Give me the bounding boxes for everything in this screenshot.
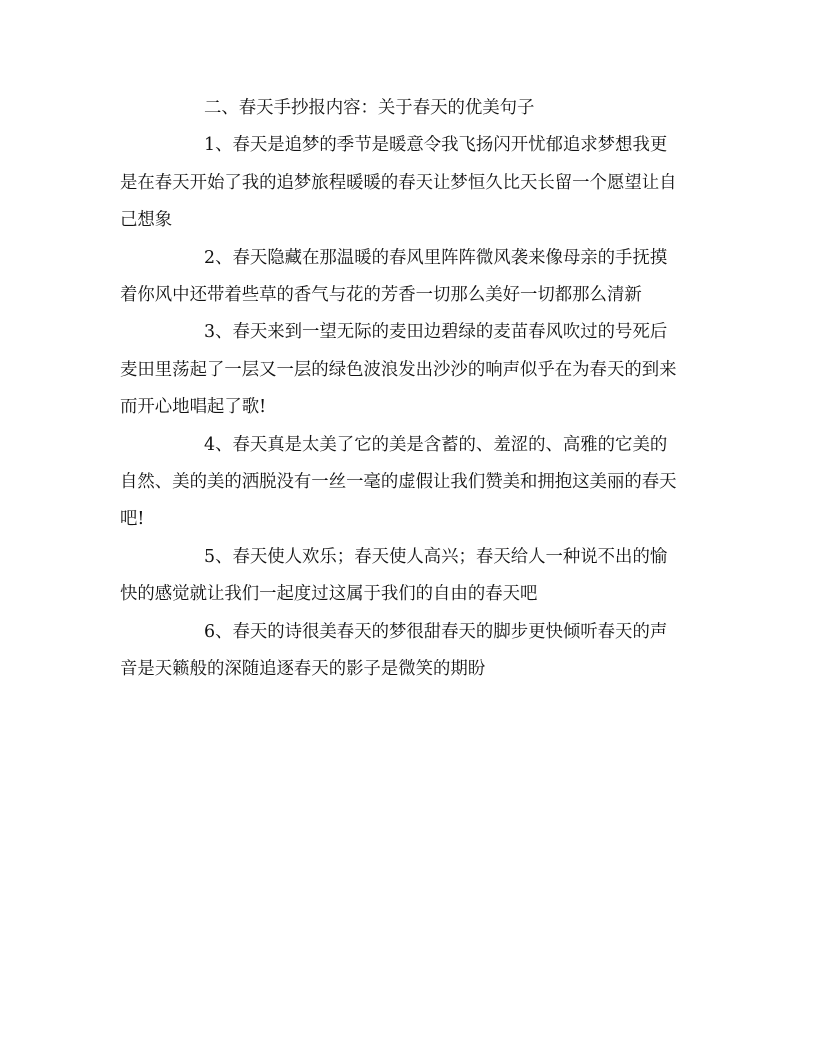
paragraph-6: 6、春天的诗很美春天的梦很甜春天的脚步更快倾听春天的声音是天籁般的深随追逐春天的影子是微笑的期盼 [120, 621, 668, 680]
section-heading: 二、春天手抄报内容：关于春天的优美句子 [204, 98, 535, 118]
paragraph-5: 5、春天使人欢乐；春天使人高兴；春天给人一种说不出的愉快的感觉就让我们一起度过这属于我们的自由的春天吧 [120, 546, 668, 605]
document-page [120, 90, 684, 689]
paragraph-1: 1、春天是追梦的季节是暖意令我飞扬闪开忧郁追求梦想我更是在春天开始了我的追梦旅程暖暖的春天让梦恒久比天长留一个愿望让自己想象 [120, 135, 677, 231]
paragraph-2: 2、春天隐藏在那温暖的春风里阵阵微风袭来像母亲的手抚摸着你风中还带着些草的香气与花的芳香一切那么美好一切都那么清新 [120, 247, 668, 306]
paragraph-4: 4、春天真是太美了它的美是含蓄的、羞涩的、高雅的它美的自然、美的美的洒脱没有一丝一毫的虚假让我们赞美和拥抱这美丽的春天吧! [120, 434, 677, 530]
paragraph-3: 3、春天来到一望无际的麦田边碧绿的麦苗春风吹过的号死后麦田里荡起了一层又一层的绿色波浪发出沙沙的响声似乎在为春天的到来而开心地唱起了歌! [120, 322, 677, 418]
